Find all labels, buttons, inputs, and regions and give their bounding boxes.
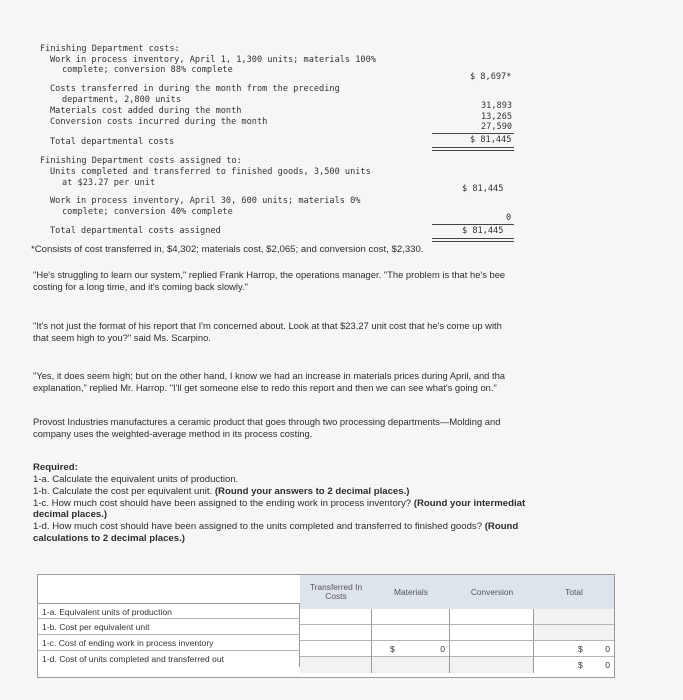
cell-1a-total <box>534 609 614 625</box>
paragraph-2-line2: that seem high to you?" said Ms. Scarpino. <box>33 332 211 343</box>
conversion-line: Conversion costs incurred during the month <box>50 117 268 127</box>
input-1c-materials-value: 0 <box>440 644 445 654</box>
paragraph-4-line1: Provost Industries manufactures a ceramic product that goes through two processing departments—Molding and <box>33 416 501 427</box>
input-1a-conversion[interactable] <box>450 609 534 625</box>
total-rule-1 <box>432 147 514 148</box>
materials-line: Materials cost added during the month <box>50 106 242 116</box>
cell-1d-total-currency: $ <box>578 660 583 670</box>
cell-1d-total-value: 0 <box>605 660 610 670</box>
header-transferred-in: Transferred In Costs <box>300 575 373 610</box>
required-1c-text: 1-c. How much cost should have been assigned to the ending work in process inventory? <box>33 498 414 509</box>
input-1a-materials[interactable] <box>372 609 450 625</box>
required-1d-note: (Round <box>484 521 519 532</box>
wip-begin-value: $ 8,697* <box>470 72 512 82</box>
required-1c <box>33 498 525 510</box>
report-footnote: *Consists of cost transferred in, $4,302; materials cost, $2,065; and conversion cost, $2,330. <box>31 244 424 255</box>
required-1d <box>33 521 518 533</box>
paragraph-1-line2: costing for a long time, and it's coming back slowly." <box>33 281 248 292</box>
report-title: Finishing Department costs: <box>40 44 180 54</box>
transferred-line1: Costs transferred in during the month from the preceding <box>50 84 340 94</box>
input-1a-transferred[interactable] <box>300 609 372 625</box>
input-1c-transferred[interactable] <box>300 641 372 657</box>
assigned-double-rule-1 <box>432 238 514 239</box>
assigned-rule <box>432 224 514 225</box>
wip-end-line2: complete; conversion 40% complete <box>62 207 233 217</box>
cell-1b-total <box>534 625 614 641</box>
total-assigned-line: Total departmental costs assigned <box>50 226 221 236</box>
required-1b-note: (Round your answers to 2 decimal places.) <box>214 486 410 497</box>
input-1c-conversion[interactable] <box>450 641 534 657</box>
subtotal-rule <box>432 133 514 134</box>
input-1b-materials[interactable] <box>372 625 450 641</box>
wip-begin-line1: Work in process inventory, April 1, 1,300 units; materials 100% <box>50 55 376 65</box>
paragraph-3-line1: "Yes, it does seem high; but on the other hand, I know we had an increase in materials prices during April, and tha <box>33 370 506 381</box>
header-conversion: Conversion <box>450 575 535 610</box>
conversion-value: 27,590 <box>481 122 513 132</box>
transferred-value: 31,893 <box>481 101 513 111</box>
total-rule-2 <box>432 150 514 151</box>
total-line: Total departmental costs <box>50 137 175 147</box>
materials-value: 13,265 <box>481 112 513 122</box>
units-completed-value: $ 81,445 <box>462 184 504 194</box>
paragraph-4-line2: company uses the weighted-average method in its process costing. <box>33 428 313 439</box>
total-assigned-value: $ 81,445 <box>462 226 504 236</box>
cell-1d-total <box>534 657 614 673</box>
units-completed-line1: Units completed and transferred to finished goods, 3,500 units <box>50 167 371 177</box>
transferred-line2: department, 2,800 units <box>62 95 181 105</box>
wip-end-value: 0 <box>506 213 512 223</box>
input-1c-materials[interactable] <box>372 641 450 657</box>
row-label-1d: 1-d. Cost of units completed and transferred out <box>38 651 300 667</box>
paragraph-2-line1: "It's not just the format of his report that I'm concerned about. Look at that $23.27 unit cost that he's come up with <box>33 320 502 331</box>
required-1b-text: 1-b. Calculate the cost per equivalent unit. <box>33 486 215 497</box>
required-heading: Required: <box>33 462 78 473</box>
cell-1d-conversion <box>450 657 534 673</box>
wip-begin-line2: complete; conversion 88% complete <box>62 65 233 75</box>
paragraph-1-line1: "He's struggling to learn our system," replied Frank Harrop, the operations manager. "The problem is that he's bee <box>33 269 506 280</box>
cell-1d-transferred <box>300 657 372 673</box>
required-1a: 1-a. Calculate the equivalent units of production. <box>33 474 239 485</box>
wip-end-line1: Work in process inventory, April 30, 600 units; materials 0% <box>50 196 361 206</box>
cell-1c-total-currency: $ <box>578 644 583 654</box>
required-1c-note-cont: decimal places.) <box>33 509 108 520</box>
row-label-1c: 1-c. Cost of ending work in process inventory <box>38 635 300 651</box>
answer-table <box>37 574 615 678</box>
required-1c-note: (Round your intermediat <box>413 498 526 509</box>
units-completed-line2: at $23.27 per unit <box>62 178 156 188</box>
row-label-1a: 1-a. Equivalent units of production <box>38 603 300 619</box>
row-label-1b: 1-b. Cost per equivalent unit <box>38 619 300 635</box>
required-1b <box>33 486 409 498</box>
input-1c-materials-currency: $ <box>390 644 395 654</box>
required-1d-text: 1-d. How much cost should have been assigned to the units completed and transferred to finished goods? <box>33 521 485 532</box>
header-materials: Materials <box>372 575 451 610</box>
total-value: $ 81,445 <box>470 135 512 145</box>
cell-1c-total-value: 0 <box>605 644 610 654</box>
input-1b-transferred[interactable] <box>300 625 372 641</box>
paragraph-3-line2: explanation," replied Mr. Harrop. "I'll get someone else to redo this report and then we can see what's going on." <box>33 382 497 393</box>
cell-1d-materials <box>372 657 450 673</box>
cell-1c-total <box>534 641 614 657</box>
assigned-double-rule-2 <box>432 241 514 242</box>
required-1d-note-cont: calculations to 2 decimal places.) <box>33 533 185 544</box>
header-total: Total <box>534 575 614 610</box>
input-1b-conversion[interactable] <box>450 625 534 641</box>
assigned-title: Finishing Department costs assigned to: <box>40 156 242 166</box>
